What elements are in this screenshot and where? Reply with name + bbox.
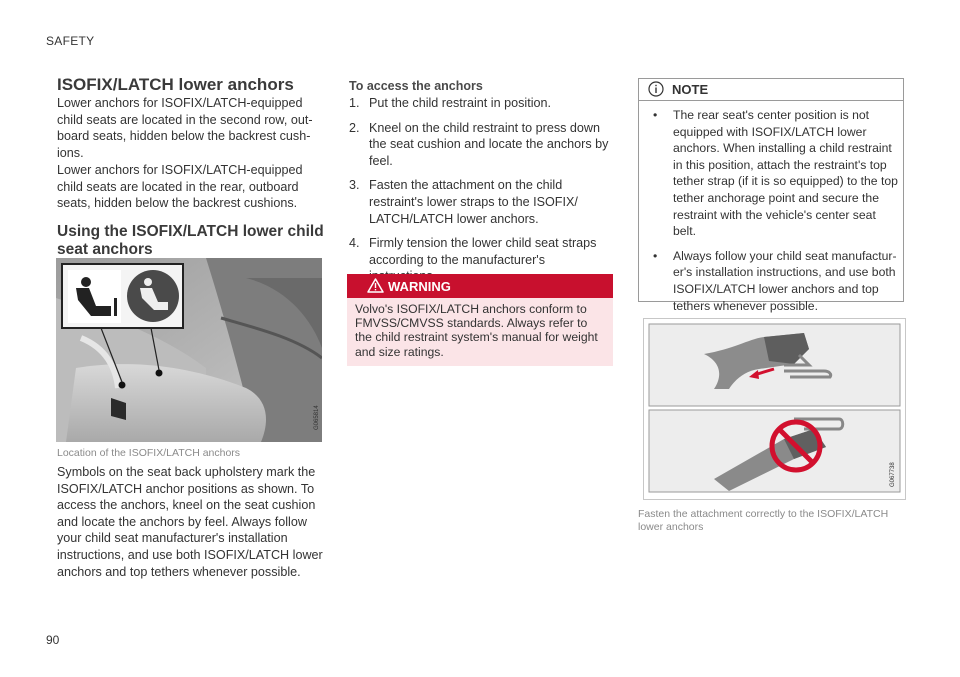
figure-caption: Fasten the attachment correctly to the ISOFIX/LATCH lower anchors — [638, 508, 889, 533]
note-box — [638, 78, 904, 313]
warning-box — [347, 274, 613, 366]
info-icon — [648, 81, 664, 102]
page-number: 90 — [46, 633, 60, 647]
note-title: NOTE — [672, 82, 709, 97]
section-title: ISOFIX/LATCH lower anchors — [57, 75, 294, 94]
list-item — [349, 95, 611, 112]
step-number: 1. — [349, 96, 360, 110]
note-bullet-list — [653, 107, 899, 322]
section-header: SAFETY — [46, 34, 95, 48]
note-header — [639, 79, 903, 101]
warning-header — [347, 274, 613, 298]
attachment-figure — [643, 318, 906, 500]
step-text: Kneel on the child restraint to press down the seat cushion and locate the anchors by feel. — [369, 120, 609, 168]
warning-triangle-icon — [367, 278, 384, 298]
bullet-icon: • — [653, 248, 658, 263]
list-item — [653, 107, 899, 240]
paragraph-symbols: Symbols on the seat back upholstery mark the ISOFIX/LATCH anchor positions as shown. To access the anchors, kneel on the seat cushion and locate the anchors by feel. Always follow your child seat manufacturer's installation instructions, and use both ISOFIX/LATCH lower anchors and top tethers whenever possible. — [57, 465, 323, 579]
figure-code: G065814 — [314, 405, 320, 430]
list-item — [349, 120, 611, 170]
paragraph-second-row: Lower anchors for ISOFIX/LATCH-equipped child seats are located in the second row, out-board seats, hidden below the backrest cush-ions. — [57, 96, 313, 160]
seat-anchor-figure — [56, 258, 322, 442]
step-text: Firmly tension the lower child seat straps according to the manufacturer's — [369, 236, 597, 267]
step-number: 2. — [349, 120, 360, 135]
step-text: Put the child restraint in position. — [369, 96, 552, 110]
figure-code: G067738 — [890, 462, 896, 487]
paragraph-rear-seats: Lower anchors for ISOFIX/LATCH-equipped child seats are located in the rear, outboard seats, hidden below the backrest cushions. — [57, 163, 303, 211]
step-number: 3. — [349, 178, 360, 193]
note-bullet-text: The rear seat's center position is not equipped with ISOFIX/LATCH lower anchors. When installing a child restraint in this position, attach the restraint's top tether strap (if it is so equipped) to the top tether anchorage point and secure the restraint with the vehicle's center seat belt. — [673, 108, 898, 239]
access-anchors-title: To access the anchors — [349, 79, 483, 93]
access-steps-list — [349, 95, 611, 293]
figure-caption: Location of the ISOFIX/LATCH anchors — [57, 447, 241, 459]
bullet-icon: • — [653, 108, 658, 122]
warning-title: WARNING — [388, 279, 451, 294]
step-text: Fasten the attachment on the child restraint's lower straps to the ISOFIX/ LATCH/LATCH lower anchors. — [369, 178, 578, 226]
list-item — [653, 248, 899, 314]
step-number: 4. — [349, 236, 360, 251]
subsection-title: Using the ISOFIX/LATCH lower child seat anchors — [57, 223, 324, 258]
note-bullet-text: Always follow your child seat manufactur-er's installation instructions, and use both ISOFIX/LATCH lower anchors and top tethers whenever possible. — [673, 248, 897, 313]
warning-text: Volvo's ISOFIX/LATCH anchors conform to FMVSS/CMVSS standards. Always refer to the child restraint system's manual for weight and size ratings. — [355, 302, 598, 359]
list-item — [349, 177, 611, 227]
